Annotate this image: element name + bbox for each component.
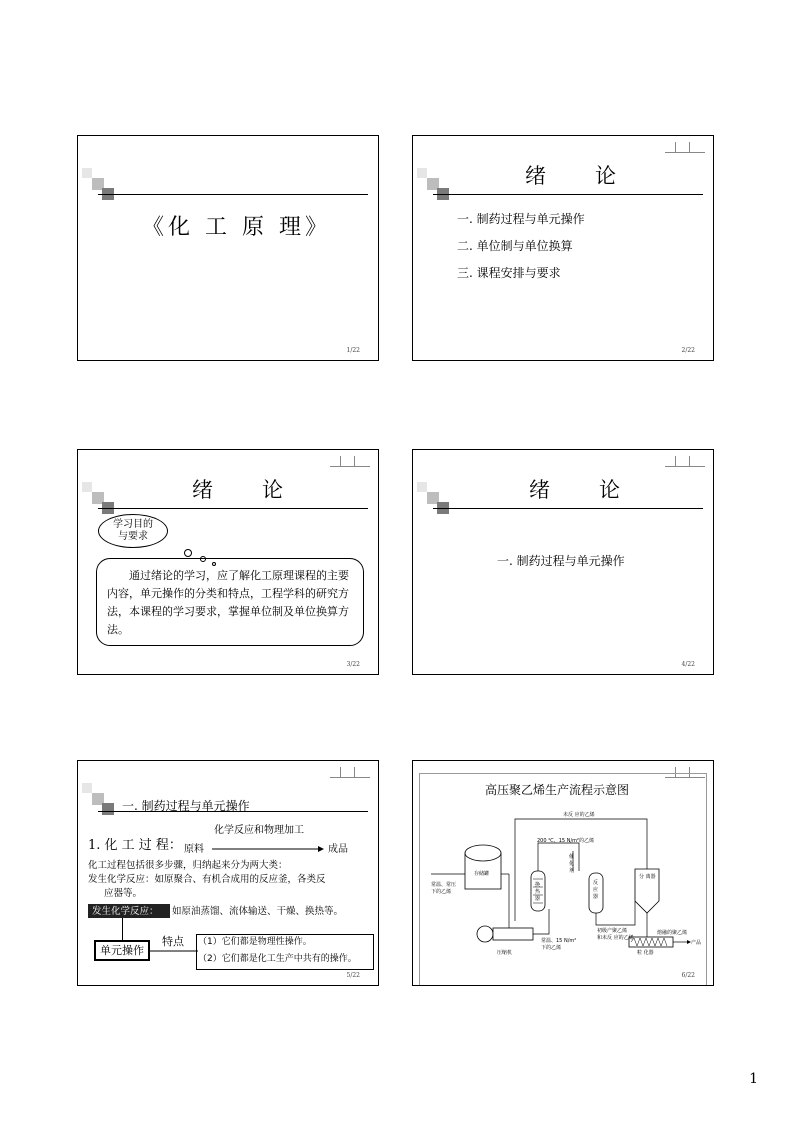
label-pelletizer: 粒 化器	[637, 950, 654, 956]
label-catalyst: 催 化 剂	[569, 854, 575, 874]
slide-title: 《化 工 原 理》	[142, 215, 331, 240]
label-condition-1: 200 ℃、15 N/m²的乙烯	[537, 838, 594, 844]
page-indicator: 5/22	[346, 972, 360, 979]
page-indicator: 3/22	[346, 661, 360, 668]
text-line: 发生化学反应：如原聚合、有机合成用的反应釜，各类反	[88, 874, 326, 885]
slide-2	[412, 135, 714, 361]
outline-item: 一. 制药过程与单元操作	[457, 212, 585, 226]
outline-item: 三. 课程安排与要求	[457, 266, 561, 280]
slide-title: 高压聚乙烯生产流程示意图	[485, 783, 630, 797]
feature-item: （2）它们都是化工生产中共有的操作。	[198, 954, 357, 964]
label-feed: 常温、常压 下的乙烯	[431, 882, 457, 895]
label-mixture: 初级产聚乙烯 和未反 应的乙烯	[597, 928, 634, 941]
page-indicator: 6/22	[681, 972, 695, 979]
label-molten: 熔融的聚乙烯	[657, 930, 688, 936]
corner-decor	[330, 767, 370, 778]
slide-title: 绪 论	[529, 478, 634, 502]
divider	[433, 508, 703, 509]
objective-bubble: 通过绪论的学习，应了解化工原理课程的主要内容，单元操作的分类和特点，工程学科的研究方法，本课程的学习要求，掌握单位制及单位换算方法。	[96, 558, 364, 646]
outline-item: 一. 制药过程与单元操作	[497, 554, 625, 568]
page-indicator: 1/22	[346, 347, 360, 354]
brace-lines	[148, 947, 200, 955]
label-condition-2: 常温、15 N/m² 下的乙烯	[541, 938, 577, 951]
connector	[122, 918, 123, 940]
section-heading: 一. 制药过程与单元操作	[122, 799, 250, 813]
highlight-label: 发生化学反应：	[92, 906, 159, 917]
feature-item: （1）它们都是物理性操作。	[198, 937, 312, 947]
thought-dot	[184, 549, 192, 557]
page-number: 1	[749, 1071, 758, 1087]
corner-decor	[665, 456, 705, 467]
divider	[433, 194, 703, 195]
reaction-label: 化学反应和物理加工	[214, 825, 304, 836]
page-indicator: 2/22	[681, 347, 695, 354]
slide-3	[77, 449, 379, 675]
thought-cloud: 学习目的 与要求	[98, 514, 168, 548]
slide-4	[412, 449, 714, 675]
text-line: 化工过程包括很多步骤，归纳起来分为两大类：	[88, 860, 288, 871]
flow-diagram	[413, 761, 713, 985]
unit-operation-box: 单元操作	[94, 940, 150, 961]
text-line: 应器等。	[104, 888, 143, 899]
corner-decor	[330, 456, 370, 467]
product: 成品	[328, 844, 348, 855]
label-separator: 分 离器	[639, 874, 656, 880]
divider	[98, 508, 368, 509]
label-tank: 存储罐	[474, 871, 490, 877]
text-line: 如原油蒸馏、流体输送、干燥、换热等。	[172, 906, 344, 917]
corner-decor	[665, 142, 705, 153]
feature-label: 特点	[162, 935, 184, 948]
label-compressor: 压缩机	[497, 950, 513, 956]
slide-title: 绪 论	[525, 164, 630, 188]
process-arrow	[212, 845, 324, 853]
page-indicator: 4/22	[681, 661, 695, 668]
label-reactor: 反 应 器	[593, 880, 599, 900]
outline-item: 二. 单位制与单位换算	[457, 239, 573, 253]
slide-1	[77, 135, 379, 361]
raw-material: 原料	[184, 844, 204, 855]
section-label: 1. 化 工 过 程：	[88, 838, 182, 853]
slide-title: 绪 论	[192, 478, 297, 502]
outline-list	[457, 206, 585, 287]
divider	[98, 194, 368, 195]
label-unreacted: 未反 应的乙烯	[563, 812, 595, 818]
label-product: 产品	[691, 940, 702, 946]
slide-5	[77, 760, 379, 986]
slide-6	[412, 760, 714, 986]
label-heat-exchanger: 换 热 器	[535, 882, 541, 902]
